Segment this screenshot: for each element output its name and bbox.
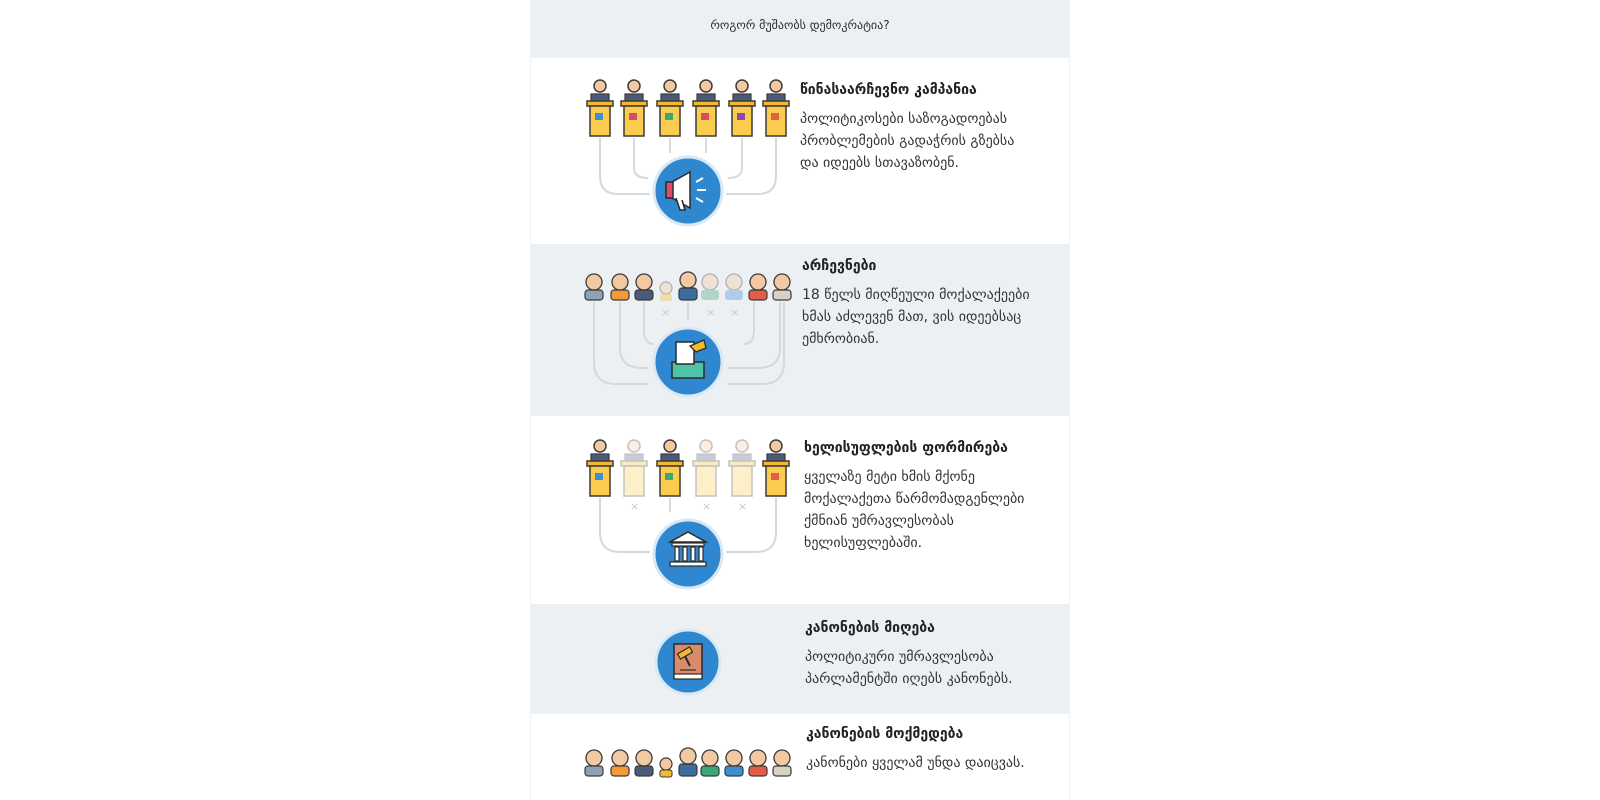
step-elections xyxy=(530,244,1070,416)
page-title: როგორ მუშაობს დემოკრატია? xyxy=(710,18,890,32)
step-government-formation xyxy=(530,416,1070,604)
step-text xyxy=(804,438,1040,554)
step-description: ყველაზე მეტი ხმის მქონე მოქალაქეთა წარმომადგენლები ქმნიან უმრავლესობას ხელისუფლებაში. xyxy=(804,469,1025,551)
step-text xyxy=(800,80,1036,174)
step-description: პოლიტიკური უმრავლესობა პარლამენტში იღებს კანონებს. xyxy=(805,649,1013,687)
step-description: კანონები ყველამ უნდა დაიცვას. xyxy=(806,755,1025,771)
infographic-header xyxy=(530,0,1070,58)
step-text xyxy=(806,724,1046,774)
step-heading: არჩევნები xyxy=(802,258,877,274)
citizens-row xyxy=(585,272,791,301)
candidate-podiums xyxy=(587,80,789,136)
svg-text:×: × xyxy=(730,306,740,319)
step-law-enforcement xyxy=(530,714,1070,800)
svg-text:×: × xyxy=(706,306,716,319)
step-description: პოლიტიკოსები საზოგადოებას პრობლემების გადაჭრის გზებსა და იდეებს სთავაზობენ. xyxy=(800,111,1015,171)
step-text xyxy=(802,256,1038,350)
step-law-adoption xyxy=(530,604,1070,714)
step-heading: წინასაარჩევნო კამპანია xyxy=(800,82,977,98)
step-heading: ხელისუფლების ფორმირება xyxy=(804,440,1008,456)
step-text xyxy=(805,618,1045,690)
step-description: 18 წელს მიღწეული მოქალაქეები ხმას აძლევენ მათ, ვის იდეებსაც ემხრობიან. xyxy=(802,287,1030,347)
step-campaign xyxy=(530,58,1070,244)
svg-text:×: × xyxy=(630,500,640,513)
svg-text:×: × xyxy=(738,500,748,513)
svg-text:×: × xyxy=(661,306,671,319)
government-building-icon xyxy=(654,520,722,588)
step-heading: კანონების მოქმედება xyxy=(806,726,964,742)
svg-text:×: × xyxy=(702,500,712,513)
step-heading: კანონების მიღება xyxy=(805,620,935,636)
citizens-icon xyxy=(585,748,791,777)
